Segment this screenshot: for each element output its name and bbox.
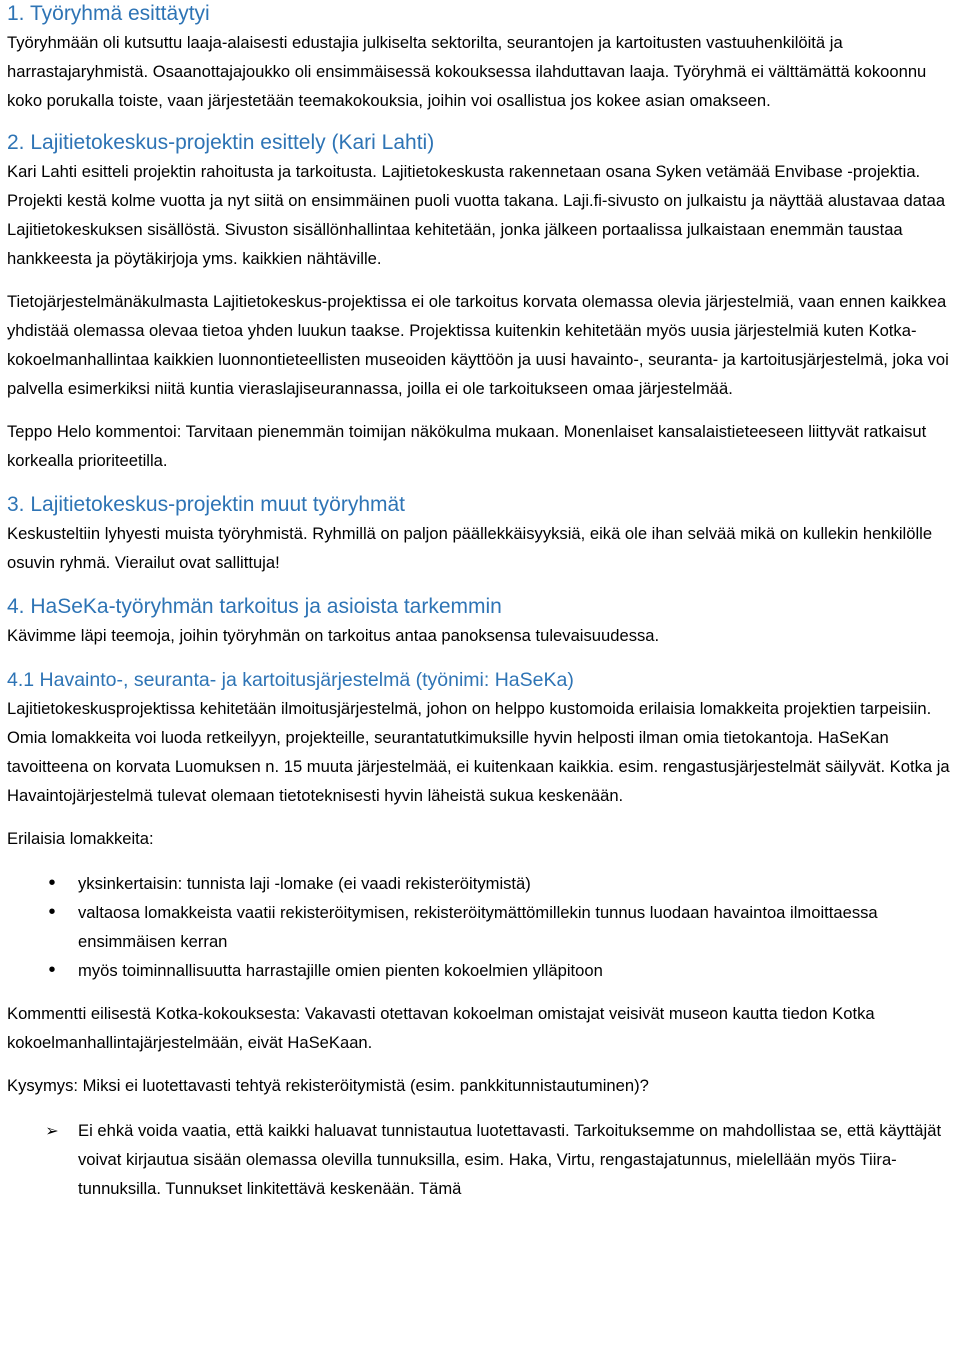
list-item [7,898,953,956]
question-paragraph: Kysymys: Miksi ei luotettavasti tehtyä rekisteröitymistä (esim. pankkitunnistautuminen)? [7,1076,649,1095]
subsection-heading-4-1: 4.1 Havainto-, seuranta- ja kartoitusjärjestelmä (työnimi: HaSeKa) [7,669,574,691]
bullet-icon [43,869,61,898]
forms-bullet-list [7,869,953,985]
forms-intro-label: Erilaisia lomakkeita: [7,829,154,848]
section-2-paragraph-3: Teppo Helo kommentoi: Tarvitaan pienemmän toimijan näkökulma mukaan. Monenlaiset kansalaistieteeseen liittyvät ratkaisut korkealla prioriteetilla. [7,422,927,470]
list-item-text: valtaosa lomakkeista vaatii rekisteröitymisen, rekisteröitymättömillekin tunnus luodaan havaintoa ilmoittaessa ensimmäisen kerran [78,903,878,951]
kotka-comment-paragraph: Kommentti eilisestä Kotka-kokouksesta: Vakavasti otettavan kokoelman omistajat veisivät museon kautta tiedon Kotka kokoelmanhallintajärjestelmään, eivät HaSeKaan. [7,1004,875,1052]
section-heading-3: 3. Lajitietokeskus-projektin muut työryhmät [7,493,406,516]
section-2-paragraph-1: Kari Lahti esitteli projektin rahoitusta ja tarkoitusta. Lajitietokeskusta rakennetaan osana Syken vetämää Envibase -projektia. Projekti kestä kolme vuotta ja nyt siitä on ensimmäinen puoli vuotta takana. Laji.fi-sivusto on julkaistu ja näyttää alustavaa dataa Lajitietokeskuksen sisällöstä. Sivuston sisällönhallintaa kehitetään, jonka jälkeen portaalissa julkaistaan enemmän taustaa hankkeesta ja pöytäkirjoja yms. kaikkien nähtäville. [7,162,946,268]
section-heading-2: 2. Lajitietokeskus-projektin esittely (Kari Lahti) [7,131,435,154]
list-item-text: Ei ehkä voida vaatia, että kaikki haluavat tunnistautua luotettavasti. Tarkoituksemme on mahdollistaa se, että käyttäjät voivat kirjautua sisään olemassa olevilla tunnuksilla, esim. Haka, Virtu, rengastajatunnus, mielellään myös Tiira-tunnuksilla. Tunnukset linkitettävä keskenään. Tämä [78,1121,942,1198]
section-1-paragraph: Työryhmään oli kutsuttu laaja-alaisesti edustajia julkiselta sektorilta, seurantojen ja kartoitusten vastuuhenkilöitä ja harrastajaryhmistä. Osaanottajajoukko oli ensimmäisessä kokouksessa ilahduttavan laaja. Työryhmä ei välttämättä kokoonnu koko porukalla toiste, vaan järjestetään teemakokouksia, joihin voi osallistua jos kokee asian omakseen. [7,33,927,110]
answer-arrow-list [7,1116,953,1203]
section-heading-1: 1. Työryhmä esittäytyi [7,2,210,25]
list-item [7,869,953,898]
arrow-bullet-icon [43,1116,61,1146]
list-item [7,956,953,985]
section-4-paragraph: Kävimme läpi teemoja, joihin työryhmän on tarkoitus antaa panoksensa tulevaisuudessa. [7,626,660,645]
subsection-4-1-paragraph-1: Lajitietokeskusprojektissa kehitetään ilmoitusjärjestelmä, johon on helppo kustomoida erilaisia lomakkeita projektien tarpeisiin. Omia lomakkeita voi luoda retkeilyyn, projekteille, seurantatutkimuksille hyvin helposti ilman omia tietokantoja. HaSeKan tavoitteena on korvata Luomuksen n. 15 muuta järjestelmää, ei kuitenkaan kaikkia. esim. rengastusjärjestelmät säilyvät. Kotka ja Havaintojärjestelmä tulevat olemaan tietoteknisesti hyvin läheistä sukua keskenään. [7,699,950,805]
document-page [7,0,953,1203]
bullet-icon [43,956,61,985]
section-heading-4: 4. HaSeKa-työryhmän tarkoitus ja asioista tarkemmin [7,595,502,618]
bullet-icon [43,898,61,927]
list-item-text: myös toiminnallisuutta harrastajille omien pienten kokoelmien ylläpitoon [78,961,603,980]
list-item-text: yksinkertaisin: tunnista laji -lomake (ei vaadi rekisteröitymistä) [78,874,531,893]
section-3-paragraph: Keskusteltiin lyhyesti muista työryhmistä. Ryhmillä on paljon päällekkäisyyksiä, eikä ole ihan selvää mikä on kullekin henkilölle osuvin ryhmä. Vierailut ovat sallittuja! [7,524,933,572]
section-2-paragraph-2: Tietojärjestelmänäkulmasta Lajitietokeskus-projektissa ei ole tarkoitus korvata olemassa olevia järjestelmiä, vaan ennen kaikkea yhdistää olemassa olevaa tietoa yhden luukun taakse. Projektissa kuitenkin kehitetään myös uusia järjestelmiä kuten Kotka-kokoelmanhallintaa kaikkien luonnontieteellisten museoiden käyttöön ja uusi havainto-, seuranta- ja kartoitusjärjestelmä, joka voi palvella esimerkiksi niitä kuntia vieraslajiseurannassa, joilla ei ole tarkoitukseen omaa järjestelmää. [7,292,949,398]
list-item [7,1116,953,1203]
